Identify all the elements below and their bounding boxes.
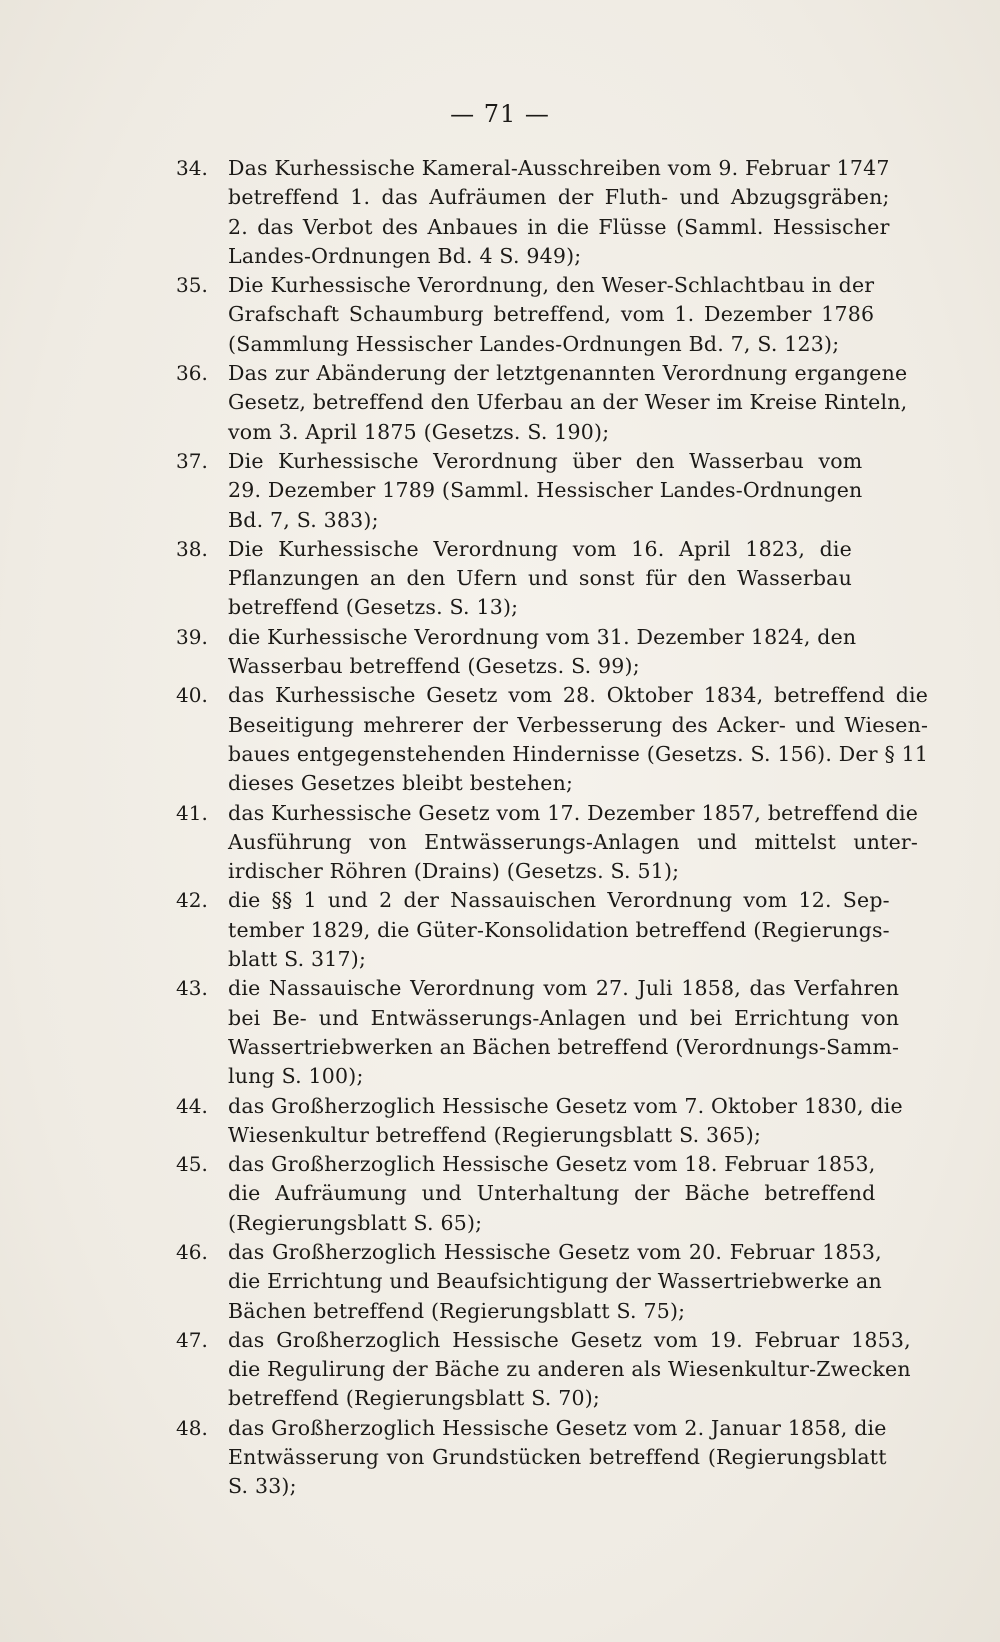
entry-line: das Großherzoglich Hessische Gesetz vom 2. Januar 1858, die [228,1415,887,1440]
entry-line: die Regulirung der Bäche zu anderen als Wiesenkultur-Zwecken [228,1357,911,1382]
entry-line: betreffend (Regierungsblatt S. 70); [228,1386,601,1411]
entry-text [228,447,862,535]
entry-text [228,623,856,682]
list-item [176,359,908,447]
entry-line: S. 33); [228,1474,297,1499]
entry-line: Bd. 7, S. 383); [228,507,379,532]
entry-line: Pflanzungen an den Ufern und sonst für den Wasserbau [228,566,852,591]
entry-line: Die Kurhessische Verordnung, den Weser-Schlachtbau in der [228,273,875,298]
entry-line: Ausführung von Entwässerungs-Anlagen und mittelst unter- [228,829,919,854]
entry-line: Das Kurhessische Kameral-Ausschreiben vom 9. Februar 1747 [228,156,890,180]
entry-line: die Errichtung und Beaufsichtigung der Wassertriebwerke an [228,1269,882,1294]
entry-number: 37. [176,448,208,473]
entry-number: 40. [176,683,208,708]
page-number: — 71 — [450,100,550,128]
list-item [176,974,900,1091]
entry-line: betreffend (Gesetzs. S. 13); [228,595,519,620]
entry-line: Beseitigung mehrerer der Verbesserung des Acker- und Wiesen- [228,712,929,737]
entry-number: 46. [176,1239,208,1264]
entry-line: die §§ 1 und 2 der Nassauischen Verordnung vom 12. Sep- [228,888,890,913]
entry-line: die Aufräumung und Unterhaltung der Bäche betreffend [228,1181,876,1206]
entry-number: 38. [176,536,208,561]
entry-line: bei Be- und Entwässerungs-Anlagen und bei Errichtung von [228,1005,900,1030]
entry-line: irdischer Röhren (Drains) (Gesetzs. S. 51); [228,859,680,884]
list-item [176,1238,882,1326]
entry-line: das Großherzoglich Hessische Gesetz vom 20. Februar 1853, [228,1239,882,1264]
entry-line: (Regierungsblatt S. 65); [228,1210,483,1235]
entry-line: die Kurhessische Verordnung vom 31. Dezember 1824, den [228,624,857,649]
entry-line: die Nassauische Verordnung vom 27. Juli 1858, das Verfahren [228,976,900,1001]
entry-line: das Kurhessische Gesetz vom 17. Dezember 1857, betreffend die [228,800,919,825]
entry-line: Das zur Abänderung der letztgenannten Verordnung ergangene [228,361,908,386]
entry-line: blatt S. 317); [228,947,367,972]
list-item [176,799,919,887]
entry-line: Gesetz, betreffend den Uferbau an der Weser im Kreise Rinteln, [228,390,908,415]
entry-text [228,799,918,887]
entry-line: lung S. 100); [228,1064,364,1089]
list-item [176,886,890,974]
entry-line: vom 3. April 1875 (Gesetzs. S. 190); [228,419,610,444]
entry-text [228,1326,911,1414]
entry-number: 41. [176,800,208,825]
entry-line: Wiesenkultur betreffend (Regierungsblatt S. 365); [228,1122,762,1147]
entry-line: Grafschaft Schaumburg betreffend, vom 1. Dezember 1786 [228,302,875,327]
entry-number: 36. [176,361,208,386]
entry-number: 44. [176,1093,208,1118]
entry-text [228,886,890,974]
entry-line: Wassertriebwerken an Bächen betreffend (Verordnungs-Samm- [228,1034,900,1059]
entry-text [228,1414,887,1502]
entry-text [228,271,874,359]
entry-number: 39. [176,624,208,649]
entry-line: das Großherzoglich Hessische Gesetz vom 19. Februar 1853, [228,1327,911,1352]
entry-line: Bächen betreffend (Regierungsblatt S. 75); [228,1298,686,1323]
list-item [176,1150,876,1238]
list-item [176,623,857,682]
entry-line: tember 1829, die Güter-Konsolidation betreffend (Regierungs- [228,917,890,942]
entry-text [228,681,928,798]
entry-line: 29. Dezember 1789 (Samml. Hessischer Landes-Ordnungen [228,478,863,503]
entry-text [228,535,852,623]
entry-number: 43. [176,976,208,1001]
entry-line: das Kurhessische Gesetz vom 28. Oktober 1834, betreffend die [228,683,929,708]
entry-line: Wasserbau betreffend (Gesetzs. S. 99); [228,654,640,679]
entry-line: Die Kurhessische Verordnung über den Wasserbau vom [228,448,863,473]
entry-line: 2. das Verbot des Anbaues in die Flüsse (Samml. Hessischer [228,214,890,239]
list-item [176,447,863,535]
entry-line: betreffend 1. das Aufräumen der Fluth- und Abzugsgräben; [228,185,890,210]
entry-line: dieses Gesetzes bleibt bestehen; [228,771,574,796]
entry-number: 47. [176,1327,208,1352]
list-item [176,154,890,271]
entry-number: 45. [176,1152,208,1177]
entry-line: das Großherzoglich Hessische Gesetz vom 18. Februar 1853, [228,1152,876,1177]
entry-number: 35. [176,273,208,298]
list-item [176,1326,911,1414]
entry-number: 48. [176,1415,208,1440]
entry-text [228,359,907,447]
list-item [176,535,852,623]
entry-text [228,154,890,271]
entry-number: 42. [176,888,208,913]
entry-line: (Sammlung Hessischer Landes-Ordnungen Bd. 7, S. 123); [228,331,840,356]
entry-text [228,1238,882,1326]
entry-line: das Großherzoglich Hessische Gesetz vom 7. Oktober 1830, die [228,1093,903,1118]
list-item [176,271,875,359]
entry-list [176,154,929,1502]
list-item [176,681,929,798]
entry-line: Die Kurhessische Verordnung vom 16. April 1823, die [228,536,852,561]
list-item [176,1414,887,1502]
entry-line: Landes-Ordnungen Bd. 4 S. 949); [228,243,582,268]
entry-line: baues entgegenstehenden Hindernisse (Gesetzs. S. 156). Der § 11 [228,741,929,766]
list-item [176,1092,903,1151]
entry-text [228,1092,903,1151]
entry-line: Entwässerung von Grundstücken betreffend (Regierungsblatt [228,1445,887,1470]
entry-text [228,974,899,1091]
entry-number: 34. [176,156,208,180]
entry-text [228,1150,875,1238]
